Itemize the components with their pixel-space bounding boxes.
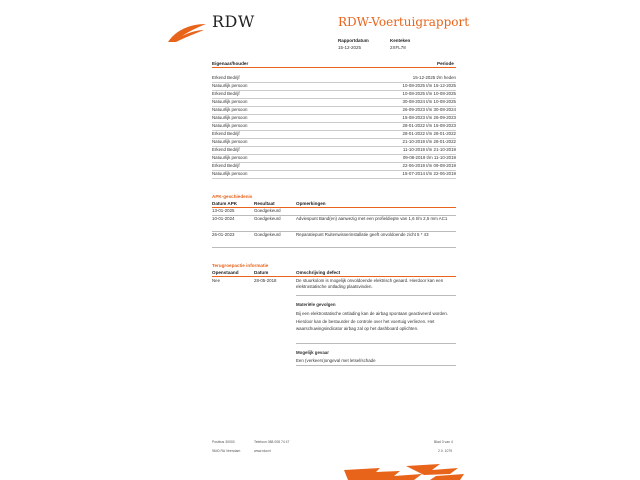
apk-row-2-notes: Adviespunt Band(en) aanwezig met een profieldiepte van 1,6 t/m 2,5 mm AC1 (296, 216, 448, 221)
apk-row-2-date: 10-01-2024 (212, 216, 235, 221)
owner-period: 15-12-2025 t/m heden (412, 75, 456, 80)
apk-row-3-result: Goedgekeurd (254, 232, 281, 237)
owner-type: Erkend Bedrijf (212, 163, 240, 168)
owner-period: 15-07-2014 t/m 22-06-2019 (402, 171, 456, 176)
footer-web: www.rdw.nl (254, 449, 271, 453)
footer-po-box: Postbus 30000 (212, 440, 235, 444)
recall-date-value: 28-05-2018 (254, 278, 277, 283)
owner-period: 09-08-2019 t/m 11-10-2019 (402, 155, 456, 160)
consequences-text: Bij een elektrostatische ontlading kan de airbag spontaan geactiveerd worden. Hierdoor kan de bestuurder de controle over het voertuig verliezen. Het waarschuwingsindicator airbag zal op het dashboard oplichten. (296, 311, 449, 332)
footer-code: 2.0. 1079 (438, 449, 453, 453)
owner-period: 28-01-2022 t/m 15-08-2023 (402, 123, 456, 128)
footer-swoosh-icon (340, 462, 466, 480)
owner-type: Natuurlijk persoon (212, 107, 248, 112)
owner-period: 22-06-2019 t/m 09-08-2019 (402, 163, 456, 168)
owner-type: Natuurlijk persoon (212, 123, 248, 128)
recall-divider (296, 295, 456, 296)
danger-text: Een (verkeers)ongeval met letsel/schade (296, 358, 376, 363)
danger-label: Mogelijk gevaar (296, 350, 329, 355)
owner-period: 30-08-2024 t/m 10-08-2025 (402, 99, 456, 104)
apk-row-2-result: Goedgekeurd (254, 216, 281, 221)
report-date-label: Rapportdatum (338, 38, 369, 43)
owner-row (212, 170, 456, 179)
plate-label: Kenteken (390, 38, 411, 43)
apk-row-divider (212, 247, 456, 248)
owner-type: Natuurlijk persoon (212, 171, 248, 176)
logo-text: RDW (212, 12, 255, 31)
report-date-value: 15-12-2025 (338, 45, 362, 50)
owner-period: 10-08-2025 t/m 15-12-2025 (402, 83, 456, 88)
apk-header-rule (212, 207, 456, 208)
owner-period: 26-09-2023 t/m 30-08-2024 (402, 107, 456, 112)
apk-heading: APK-geschiedenis (212, 194, 253, 199)
apk-date-column-header: Datum APK (212, 201, 238, 206)
footer-page: Blad 3 van 4 (434, 440, 453, 444)
apk-row-3-date: 26-01-2023 (212, 232, 235, 237)
apk-notes-column-header: Opmerkingen (296, 201, 326, 206)
owner-column-header: Eigenaar/houder (212, 61, 249, 66)
owner-type: Natuurlijk persoon (212, 99, 248, 104)
apk-row-1-date: 13-01-2025 (212, 208, 235, 213)
footer-city: 9640 RA Veendam (212, 449, 241, 453)
recall-open-value: Nee (212, 278, 221, 283)
owner-period: 10-08-2025 t/m 10-08-2025 (402, 91, 456, 96)
owner-period: 28-01-2022 t/m 28-01-2022 (402, 131, 456, 136)
recall-description: De stuurkolom is mogelijk onvoldoende elektrisch geaard. Hierdoor kan een elektrostatische ontlading plaatsvinden. (296, 278, 444, 289)
apk-row-3-notes: Reparatiepunt Ruitenwisserinstallatie geeft onvoldoende zicht 5 * 43 (296, 232, 429, 237)
footer-phone: Telefoon 088 008 74 47 (254, 440, 290, 444)
plate-value: 2XFL78 (390, 45, 406, 50)
recall-header-rule (212, 276, 456, 277)
owner-period: 15-08-2023 t/m 26-09-2023 (402, 115, 456, 120)
period-column-header: Periode (437, 61, 454, 66)
recall-desc-column-header: Omschrijving defect (296, 270, 341, 275)
recall-date-column-header: Datum (254, 270, 269, 275)
owner-type: Natuurlijk persoon (212, 83, 248, 88)
report-title: RDW-Voertuigrapport (338, 15, 470, 29)
owners-header-rule (212, 67, 456, 68)
owner-type: Natuurlijk persoon (212, 139, 248, 144)
owner-type: Natuurlijk persoon (212, 115, 248, 120)
owner-type: Erkend Bedrijf (212, 147, 240, 152)
apk-result-column-header: Resultaat (254, 201, 275, 206)
recall-divider (296, 365, 456, 366)
rdw-logo-icon (166, 22, 208, 44)
recall-open-column-header: Openstaand (212, 270, 239, 275)
owner-type: Erkend Bedrijf (212, 131, 240, 136)
owner-period: 11-10-2019 t/m 21-10-2019 (402, 147, 456, 152)
owner-period: 21-10-2019 t/m 28-01-2022 (402, 139, 456, 144)
owner-type: Erkend Bedrijf (212, 91, 240, 96)
owner-type: Erkend Bedrijf (212, 75, 240, 80)
owner-type: Natuurlijk persoon (212, 155, 248, 160)
consequences-label: Materiële gevolgen (296, 302, 336, 307)
recall-heading: Terugroepactie informatie (212, 263, 269, 268)
recall-divider (296, 343, 456, 344)
apk-row-1-result: Goedgekeurd (254, 208, 281, 213)
